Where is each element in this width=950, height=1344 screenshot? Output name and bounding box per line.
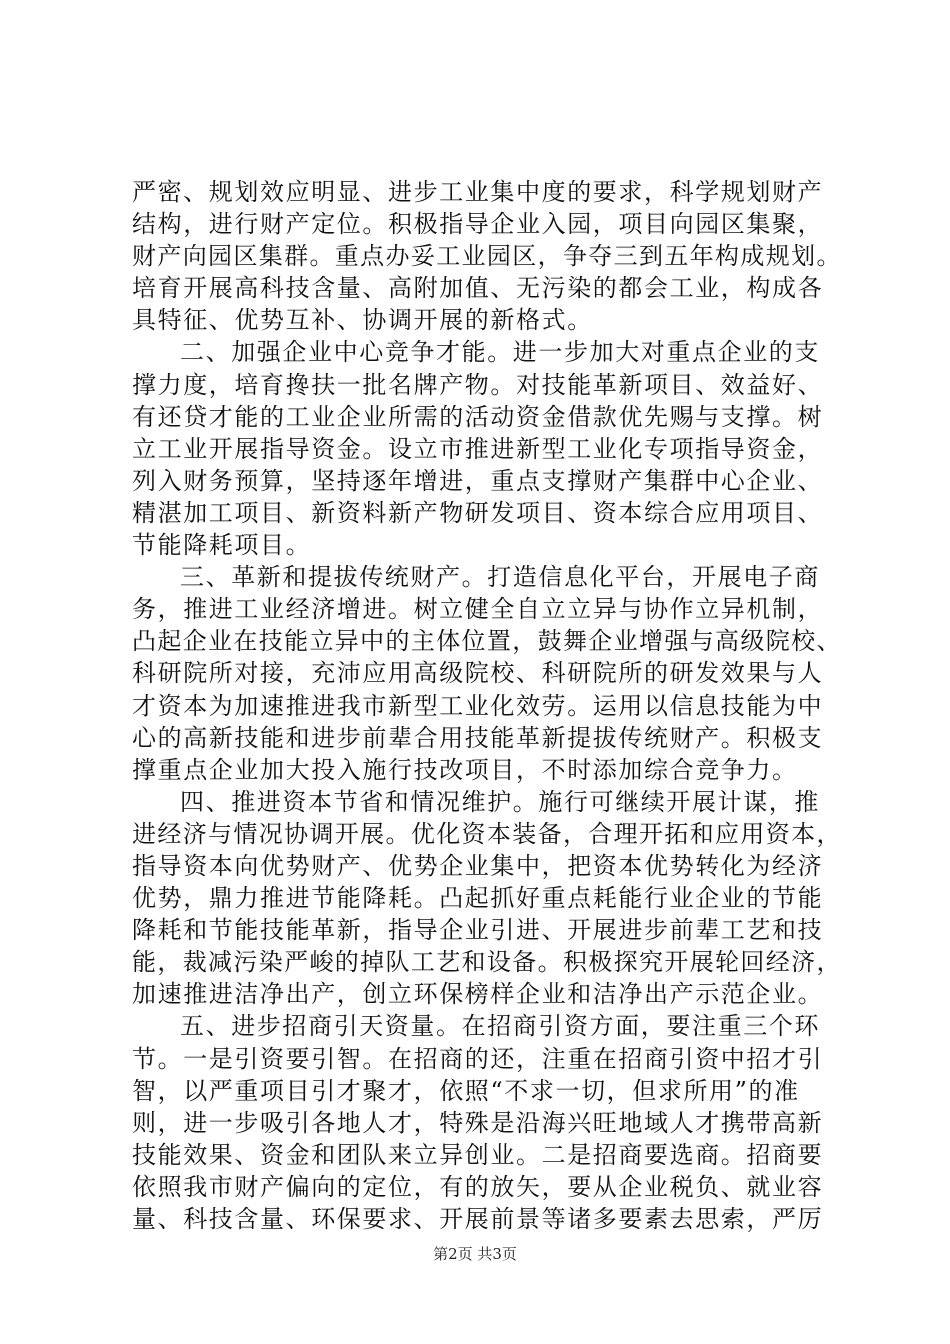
text-line: 进经济与情况协调开展。优化资本装备，合理开拓和应用资本， [132,819,842,848]
text-line: 指导资本向优势财产、优势企业集中，把资本优势转化为经济 [132,851,824,880]
text-line: 优势，鼎力推进节能降耗。凸起抓好重点耗能行业企业的节能 [132,884,824,913]
text-line: 立工业开展指导资金。设立市推进新型工业化专项指导资金， [132,434,824,463]
text-line: 心的高新技能和进步前辈合用技能革新提拔传统财产。积极支 [132,723,824,752]
text-line: 智，以严重项目引才聚才，依照“不求一切，但求所用”的准 [132,1076,800,1105]
text-line: 财产向园区集群。重点办妥工业园区，争夺三到五年构成规划。 [132,242,842,271]
text-line: 技能效果、资金和团队来立异创业。二是招商要选商。招商要 [132,1140,824,1169]
text-line: 结构，进行财产定位。积极指导企业入园，项目向园区集聚， [132,210,824,239]
text-line: 加速推进洁净出产，创立环保榜样企业和洁净出产示范企业。 [132,980,824,1009]
text-line: 则，进一步吸引各地人才，特殊是沿海兴旺地域人才携带高新 [132,1108,824,1137]
text-line: 降耗和节能技能革新，指导企业引进、开展进步前辈工艺和技 [132,916,824,945]
text-line: 凸起企业在技能立异中的主体位置，鼓舞企业增强与高级院校、 [132,627,842,656]
text-line: 严密、规划效应明显、进步工业集中度的要求，科学规划财产 [132,178,824,206]
text-line: 有还贷才能的工业企业所需的活动资金借款优先赐与支撑。树 [132,402,824,431]
text-line: 撑力度，培育搀扶一批名牌产物。对技能革新项目、效益好、 [132,370,824,399]
text-line: 列入财务预算，坚持逐年增进，重点支撑财产集群中心企业、 [132,466,824,495]
text-line: 节。一是引资要引智。在招商的还，注重在招商引资中招才引 [132,1044,824,1073]
text-line: 培育开展高科技含量、高附加值、无污染的都会工业，构成各 [132,274,824,303]
document-body [132,176,848,1235]
text-line: 量、科技含量、环保要求、开展前景等诸多要素去思索，严厉 [132,1205,824,1233]
text-line: 务，推进工业经济增进。树立健全自立立异与协作立异机制， [132,595,824,624]
page-footer: 第2页 共3页 [433,1245,517,1263]
text-line: 才资本为加速推进我市新型工业化效劳。运用以信息技能为中 [132,691,824,720]
paragraph-first-line: 二、加强企业中心竞争才能。进一步加大对重点企业的支 [180,338,820,367]
text-line: 精湛加工项目、新资料新产物研发项目、资本综合应用项目、 [132,498,824,527]
text-line: 撑重点企业加大投入施行技改项目，不时添加综合竞争力。 [132,755,798,784]
paragraph-first-line: 五、进步招商引天资量。在招商引资方面，要注重三个环 [180,1012,820,1041]
text-line: 科研院所对接，充沛应用高级院校、科研院所的研发效果与人 [132,659,824,688]
paragraph-first-line: 四、推进资本节省和情况维护。施行可继续开展计谋，推 [180,787,820,816]
text-line: 节能降耗项目。 [132,531,312,560]
paragraph-first-line: 三、革新和提拔传统财产。打造信息化平台，开展电子商 [180,563,820,592]
text-line: 能，裁减污染严峻的掉队工艺和设备。积极探究开展轮回经济， [132,948,842,977]
text-line: 具特征、优势互补、协调开展的新格式。 [132,306,593,335]
text-line: 依照我市财产偏向的定位，有的放矢，要从企业税负、就业容 [132,1172,824,1201]
